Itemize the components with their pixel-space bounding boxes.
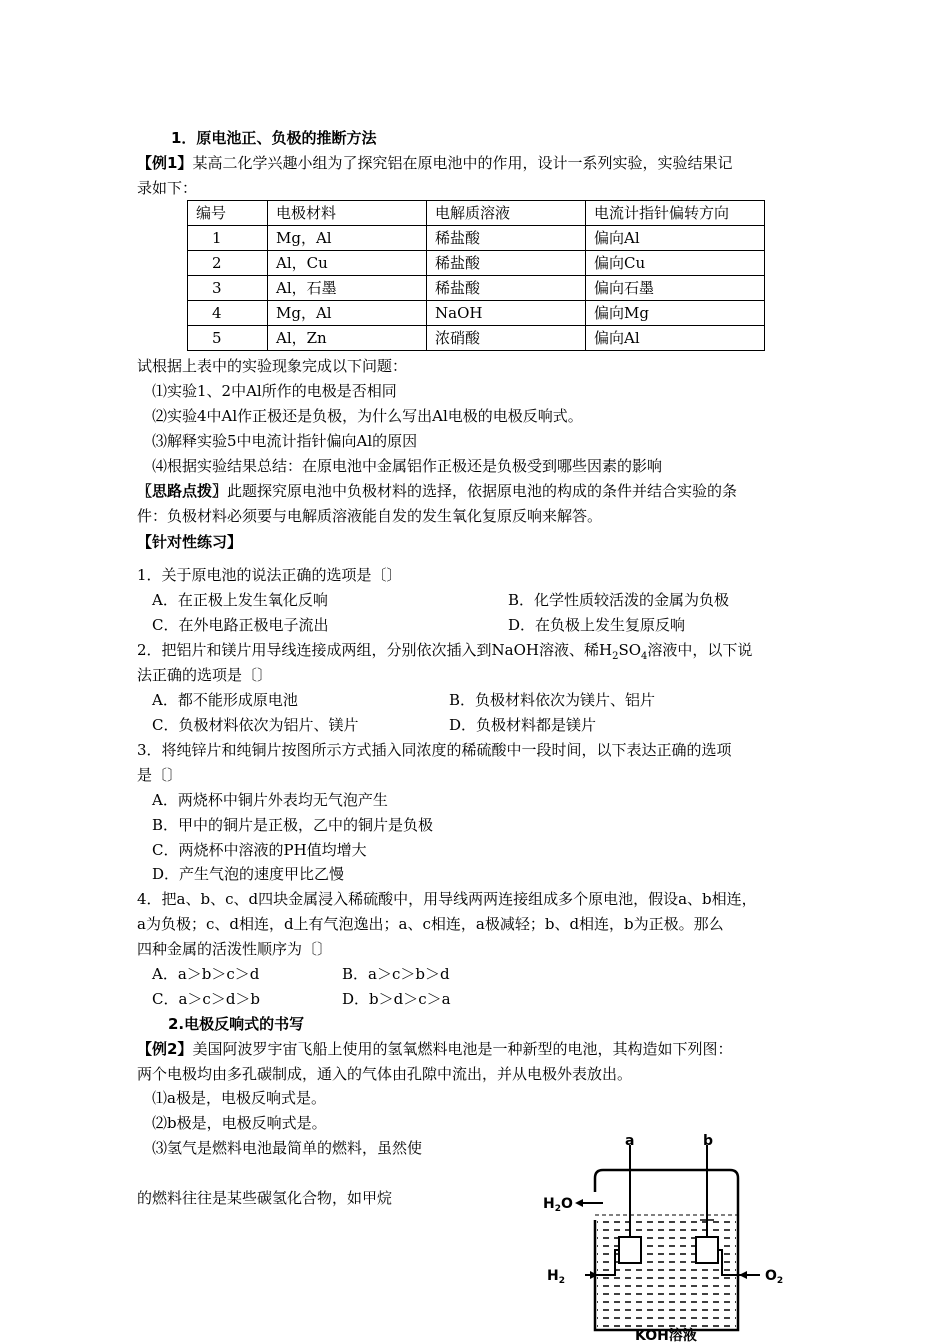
table-cell: 稀盐酸 xyxy=(427,251,586,276)
hint-tag: 〖思路点拨〗 xyxy=(137,482,228,500)
q2-option-a: A．都不能形成原电池 xyxy=(152,691,298,709)
label-b: b xyxy=(703,1133,714,1149)
q3-option-a: A．两烧杯中铜片外表均无气泡产生 xyxy=(152,791,388,809)
example1-line1 xyxy=(137,153,732,173)
q4-option-c: C．a＞c＞d＞b xyxy=(152,990,261,1008)
label-h2o-tail: O xyxy=(560,1196,573,1212)
electrode-b xyxy=(696,1237,718,1263)
label-o2-sub: 2 xyxy=(776,1276,784,1286)
label-h2-sub: 2 xyxy=(558,1276,565,1286)
example2-sub1: ⑴a极是，电极反响式是。 xyxy=(152,1089,326,1107)
example2-sub3-continued: 的燃料往往是某些碳氢化合物，如甲烷 xyxy=(137,1189,393,1207)
h2o-arrow-icon xyxy=(575,1199,583,1207)
q3-option-b: B．甲中的铜片是正极，乙中的铜片是负极 xyxy=(152,816,434,834)
label-h2o xyxy=(543,1196,573,1214)
q2-option-c: C．负极材料依次为铝片、镁片 xyxy=(152,716,359,734)
question-1: ⑴实验1、2中Al所作的电极是否相同 xyxy=(152,382,397,400)
label-o2-main: O xyxy=(765,1268,777,1284)
example2-sub2: ⑵b极是，电极反响式是。 xyxy=(152,1114,327,1132)
example2-line1 xyxy=(137,1039,732,1059)
table-row xyxy=(188,276,765,301)
table-row xyxy=(188,251,765,276)
q2-option-b: B．负极材料依次为镁片、铝片 xyxy=(449,691,656,709)
q2-option-d: D．负极材料都是镁片 xyxy=(449,716,597,734)
table-cell: Mg，Al xyxy=(268,301,427,326)
q2-stem xyxy=(137,640,752,667)
section2-title: 2.电极反响式的书写 xyxy=(168,1015,305,1033)
example1-text: 某高二化学兴趣小组为了探究铝在原电池中的作用，设计一系列实验，实验结果记 xyxy=(192,154,733,172)
q1-option-d: D．在负极上发生复原反响 xyxy=(508,616,686,634)
table-header-cell: 电流计指针偏转方向 xyxy=(586,201,765,226)
table-cell: 5 xyxy=(188,326,268,351)
q4-option-b: B．a＞c＞b＞d xyxy=(342,965,450,983)
q2-sub2: 4 xyxy=(641,651,648,662)
experiment-table xyxy=(187,200,765,351)
table-cell: 3 xyxy=(188,276,268,301)
q3-stem2: 是〔〕 xyxy=(137,766,183,784)
table-cell: Mg，Al xyxy=(268,226,427,251)
table-cell: 偏向Al xyxy=(586,226,765,251)
q4-stem3: 四种金属的活泼性顺序为〔〕 xyxy=(137,940,333,958)
section1-title: 1．原电池正、负极的推断方法 xyxy=(171,129,377,147)
questions-intro: 试根据上表中的实验现象完成以下问题： xyxy=(137,357,408,375)
table-cell: 偏向Al xyxy=(586,326,765,351)
table-cell: NaOH xyxy=(427,301,586,326)
label-h2-main: H xyxy=(547,1268,559,1284)
q2-sub1: 2 xyxy=(612,651,619,662)
table-cell: 偏向Cu xyxy=(586,251,765,276)
table-cell: Al，石墨 xyxy=(268,276,427,301)
o2-arrow-icon xyxy=(739,1271,747,1279)
q1-option-c: C．在外电路正极电子流出 xyxy=(152,616,329,634)
table-row xyxy=(188,226,765,251)
table-cell: 1 xyxy=(188,226,268,251)
electrode-a xyxy=(619,1237,641,1263)
table-header-row xyxy=(188,201,765,226)
table-cell: 稀盐酸 xyxy=(427,276,586,301)
table-cell: 4 xyxy=(188,301,268,326)
example1-tag: 【例1】 xyxy=(137,154,193,172)
table-cell: Al，Cu xyxy=(268,251,427,276)
question-3: ⑶解释实验5中电流计指针偏向Al的原因 xyxy=(152,432,418,450)
label-h2 xyxy=(547,1268,565,1286)
q3-option-d: D．产生气泡的速度甲比乙慢 xyxy=(152,865,345,883)
q2-stem-c: 溶液中，以下说 xyxy=(647,641,753,659)
q4-stem1: 4．把a、b、c、d四块金属浸入稀硫酸中，用导线两两连接组成多个原电池，假设a、b相连， xyxy=(137,890,757,908)
table-cell: 偏向石墨 xyxy=(586,276,765,301)
hint-line2: 件：负极材料必须要与电解质溶液能自发的发生氧化复原反响来解答。 xyxy=(137,507,603,525)
q4-option-d: D．b＞d＞c＞a xyxy=(342,990,451,1008)
label-h2o-main: H xyxy=(543,1196,555,1212)
koh-solution-liquid xyxy=(597,1215,736,1328)
q2-stem2: 法正确的选项是〔〕 xyxy=(137,666,273,684)
fuel-cell-diagram xyxy=(535,1130,805,1344)
table-cell: 浓硝酸 xyxy=(427,326,586,351)
table-cell: Al，Zn xyxy=(268,326,427,351)
q2-stem-b: SO xyxy=(618,641,642,659)
q1-stem: 1．关于原电池的说法正确的选项是〔〕 xyxy=(137,566,402,584)
q3-option-c: C．两烧杯中溶液的PH值均增大 xyxy=(152,841,367,859)
table-row xyxy=(188,326,765,351)
example2-sub3: ⑶氢气是燃料电池最简单的燃料，虽然使 xyxy=(152,1139,423,1157)
label-h2o-sub: 2 xyxy=(554,1204,561,1214)
q4-option-a: A．a＞b＞c＞d xyxy=(152,965,260,983)
table-header-cell: 电解质溶液 xyxy=(427,201,586,226)
table-header-cell: 电极材料 xyxy=(268,201,427,226)
q4-stem2: a为负极；c、d相连，d上有气泡逸出；a、c相连，a极减轻；b、d相连，b为正极。那么 xyxy=(137,915,724,933)
example2-line2: 两个电极均由多孔碳制成，通入的气体由孔隙中流出，并从电极外表放出。 xyxy=(137,1065,633,1083)
label-o2 xyxy=(765,1268,783,1286)
table-header-cell: 编号 xyxy=(188,201,268,226)
example1-line2: 录如下： xyxy=(137,179,198,197)
hint-line1 xyxy=(137,481,737,501)
table-cell: 偏向Mg xyxy=(586,301,765,326)
example2-text: 美国阿波罗宇宙飞船上使用的氢氧燃料电池是一种新型的电池，其构造如下列图： xyxy=(192,1040,733,1058)
label-a: a xyxy=(625,1133,635,1149)
q2-stem-a: 2．把铝片和镁片用导线连接成两组，分别依次插入到NaOH溶液、稀H xyxy=(137,641,613,659)
table-cell: 2 xyxy=(188,251,268,276)
q3-stem1: 3．将纯锌片和纯铜片按图所示方式插入同浓度的稀硫酸中一段时间，以下表达正确的选项 xyxy=(137,741,732,759)
label-koh: KOH溶液 xyxy=(635,1328,697,1344)
q1-option-b: B．化学性质较活泼的金属为负极 xyxy=(508,591,730,609)
practice-title: 【针对性练习】 xyxy=(137,533,243,551)
table-cell: 稀盐酸 xyxy=(427,226,586,251)
example2-tag: 【例2】 xyxy=(137,1040,193,1058)
hint-text: 此题探究原电池中负极材料的选择，依据原电池的构成的条件并结合实验的条 xyxy=(227,482,738,500)
q1-option-a: A．在正极上发生氧化反响 xyxy=(152,591,328,609)
table-row xyxy=(188,301,765,326)
question-4: ⑷根据实验结果总结：在原电池中金属铝作正极还是负极受到哪些因素的影响 xyxy=(152,457,663,475)
question-2: ⑵实验4中Al作正极还是负极，为什么写出Al电极的电极反响式。 xyxy=(152,407,583,425)
